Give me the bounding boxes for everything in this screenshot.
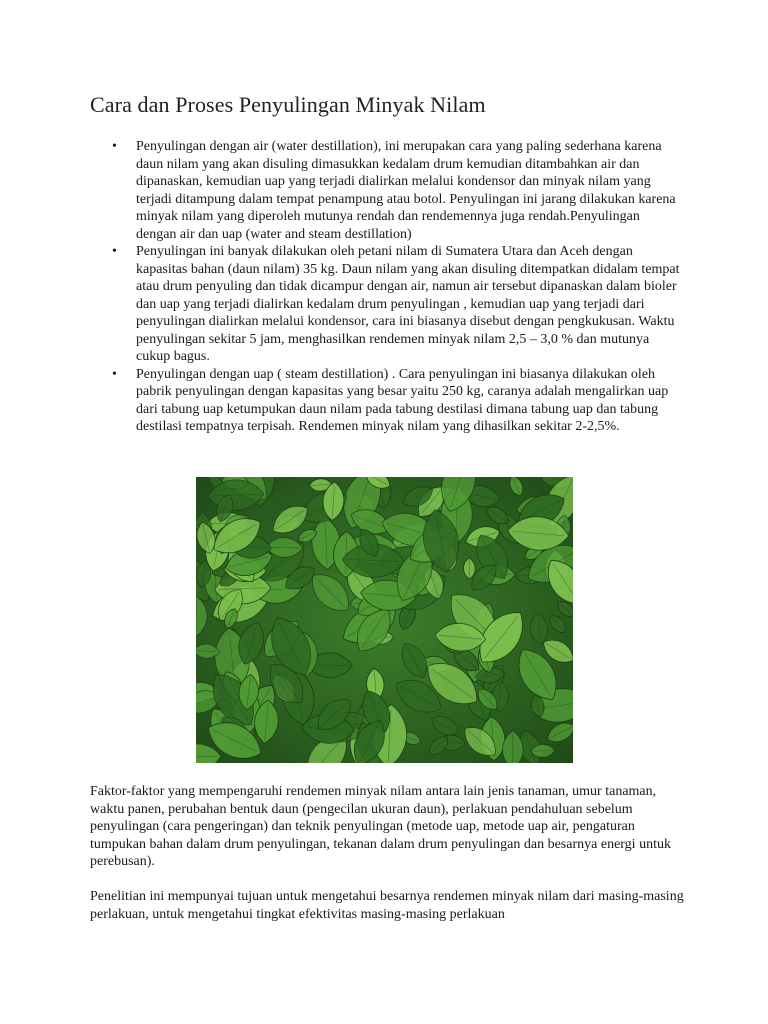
paragraph: Penelitian ini mempunyai tujuan untuk mengetahui besarnya rendemen minyak nilam dari masing-masing perlakuan, untuk mengetahui tingkat efektivitas masing-masing perlakuan <box>90 889 684 922</box>
list-item-text: Penyulingan ini banyak dilakukan oleh petani nilam di Sumatera Utara dan Aceh dengan kapasitas bahan (daun nilam) 35 kg. Daun nilam yang akan disuling ditempatkan didalam tempat atau drum penyuling dan tidak dicampur dengan air, namun air tersebut dipanaskan dalam bioler dan uap yang terjadi dialirkan kedalam drum penyulingan , kemudian uap yang terjadi dari penyulingan dialirkan melalui kondensor, cara ini biasanya disebut dengan pengkukusan. Waktu penyulingan sekitar 5 jam, menghasilkan rendemen minyak nilam 2,5 – 3,0 % dan mutunya cukup bagus. <box>136 244 680 364</box>
patchouli-plant-photo <box>196 477 573 763</box>
page-title: Cara dan Proses Penyulingan Minyak Nilam <box>90 92 486 117</box>
list-item <box>90 366 680 436</box>
bullet-glyph: • <box>112 244 117 259</box>
bullet-glyph: • <box>112 139 117 154</box>
list-item-text: Penyulingan dengan uap ( steam destillation) . Cara penyulingan ini biasanya dilakukan oleh pabrik penyulingan dengan kapasitas yang besar yaitu 250 kg, caranya adalah mengalirkan uap dari tabung uap ketumpukan daun nilam pada tabung destilasi dimana tabung uap dan tabung destilasi tempatnya terpisah. Rendemen minyak nilam yang dihasilkan sekitar 2-2,5%. <box>136 366 669 434</box>
list-item <box>90 138 680 243</box>
list-item-text: Penyulingan dengan air (water destillation), ini merupakan cara yang paling sederhana karena daun nilam yang akan disuling dimasukkan kedalam drum kemudian ditambahkan air dan dipanaskan, kemudian uap yang terjadi dialirkan melalui kondensor dan minyak nilam yang terjadi ditampung dalam tempat penampung atau botol. Penyulingan ini jarang dilakukan karena minyak nilam yang diperoleh mutunya rendah dan rendemennya juga rendah.Penyulingan dengan air dan uap (water and steam destillation) <box>136 139 676 242</box>
bullet-list <box>90 138 680 436</box>
leaf-illustration <box>196 477 573 763</box>
paragraph: Faktor-faktor yang mempengaruhi rendemen minyak nilam antara lain jenis tanaman, umur tanaman, waktu panen, perubahan bentuk daun (pengecilan ukuran daun), perlakuan pendahuluan sebelum penyulingan (cara pengeringan) dan teknik penyulingan (metode uap, metode uap air, pengaturan tumpukan bahan dalam drum penyulingan, tekanan dalam drum penyulingan dan besarnya energi untuk perebusan). <box>90 784 671 869</box>
bullet-glyph: • <box>112 366 117 382</box>
list-item <box>90 243 680 366</box>
